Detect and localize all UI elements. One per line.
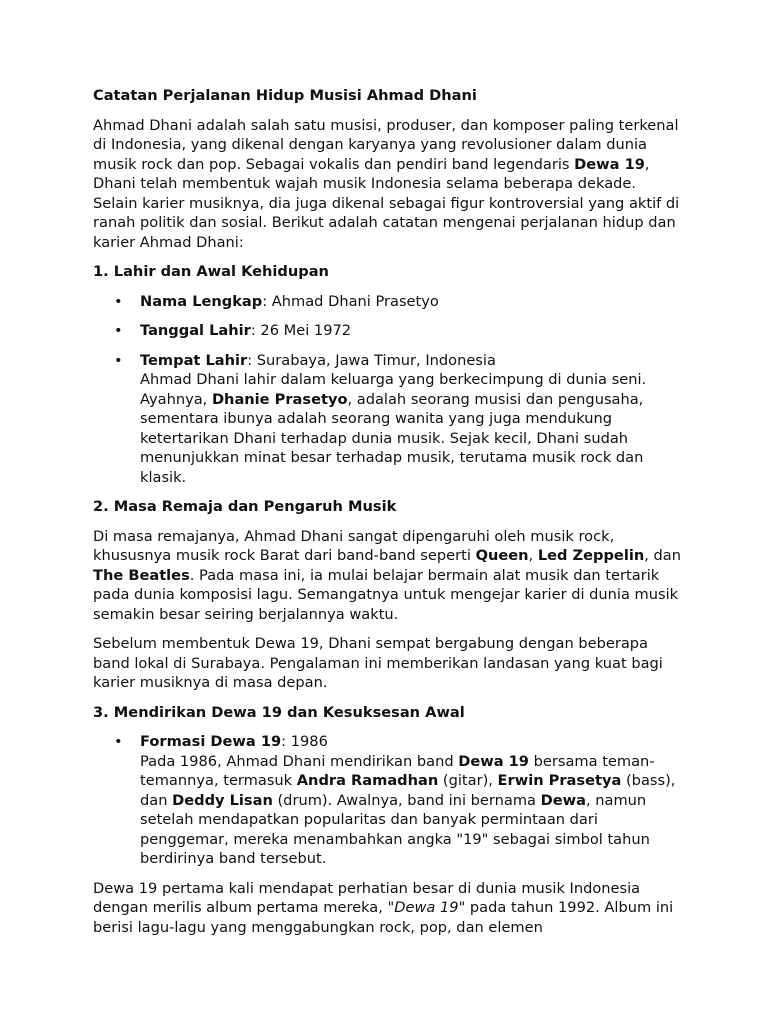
paragraph: Dewa 19 pertama kali mendapat perhatian besar di dunia musik Indonesia dengan merilis album pertama mereka, "Dewa 19" pada tahun 1992. Album ini berisi lagu-lagu yang menggabungkan rock, pop, dan elemen bbox=[93, 879, 674, 936]
bold-text: Led Zeppelin bbox=[537, 547, 645, 564]
bold-text: Dewa bbox=[540, 791, 586, 809]
bold-text: Andra Ramadhan bbox=[296, 772, 439, 789]
bullet-list-1 bbox=[93, 292, 683, 488]
italic-text: Dewa 19 bbox=[394, 899, 459, 916]
bold-text: Deddy Lisan bbox=[172, 791, 273, 809]
item-label: Nama Lengkap bbox=[140, 292, 263, 310]
bullet-list-3 bbox=[93, 732, 683, 869]
item-label: Tanggal Lahir bbox=[140, 322, 251, 339]
bold-text: Erwin Prasetya bbox=[497, 772, 622, 789]
section-heading-2: 2. Masa Remaja dan Pengaruh Musik bbox=[93, 498, 397, 515]
bold-text: Dewa 19 bbox=[574, 155, 645, 173]
document-page bbox=[93, 86, 683, 947]
section-heading-3: 3. Mendirikan Dewa 19 dan Kesuksesan Awal bbox=[93, 703, 465, 721]
item-value: : Surabaya, Jawa Timur, Indonesia bbox=[247, 351, 496, 369]
item-label: Formasi Dewa 19 bbox=[140, 733, 282, 750]
document-title: Catatan Perjalanan Hidup Musisi Ahmad Dhani bbox=[93, 87, 477, 104]
bold-text: Dhanie Prasetyo bbox=[211, 390, 348, 408]
item-value: : Ahmad Dhani Prasetyo bbox=[262, 292, 439, 310]
list-item bbox=[93, 292, 683, 312]
item-description: Pada 1986, Ahmad Dhani mendirikan band Dewa 19 bersama teman-temannya, termasuk Andra Ramadhan (gitar), Erwin Prasetya (bass), dan Deddy Lisan (drum). Awalnya, band ini bernama Dewa, namun setelah mendapatkan popularitas dan banyak permintaan dari penggemar, mereka menambahkan angka "19" sebagai simbol tahun berdirinya band tersebut. bbox=[140, 752, 676, 867]
item-label: Tempat Lahir bbox=[140, 351, 248, 369]
section-heading-1: 1. Lahir dan Awal Kehidupan bbox=[93, 263, 329, 280]
bold-text: The Beatles bbox=[93, 566, 190, 584]
list-item bbox=[93, 732, 683, 869]
item-value: : 26 Mei 1972 bbox=[250, 322, 352, 339]
bold-text: Queen bbox=[475, 547, 529, 564]
item-value: : 1986 bbox=[281, 733, 328, 750]
paragraph: Sebelum membentuk Dewa 19, Dhani sempat bergabung dengan beberapa band lokal di Surabaya. Pengalaman ini memberikan landasan yang kuat bagi karier musiknya di masa depan. bbox=[93, 635, 663, 691]
item-description: Ahmad Dhani lahir dalam keluarga yang berkecimpung di dunia seni. Ayahnya, Dhanie Prasetyo, adalah seorang musisi dan pengusaha, sementara ibunya adalah seorang wanita yang juga mendukung ketertarikan Dhani terhadap dunia musik. Sejak kecil, Dhani sudah menunjukkan minat besar terhadap musik, terutama musik rock dan klasik. bbox=[140, 371, 647, 486]
list-item bbox=[93, 351, 683, 488]
bold-text: Dewa 19 bbox=[458, 752, 529, 770]
intro-paragraph: Ahmad Dhani adalah salah satu musisi, produser, dan komposer paling terkenal di Indonesia, yang dikenal dengan karyanya yang revolusioner dalam dunia musik rock dan pop. Sebagai vokalis dan pendiri band legendaris Dewa 19, Dhani telah membentuk wajah musik Indonesia selama beberapa dekade. Selain karier musiknya, dia juga dikenal sebagai figur kontroversial yang aktif di ranah politik dan sosial. Berikut adalah catatan mengenai perjalanan hidup dan karier Ahmad Dhani: bbox=[93, 116, 680, 251]
list-item bbox=[93, 321, 683, 341]
paragraph: Di masa remajanya, Ahmad Dhani sangat dipengaruhi oleh musik rock, khususnya musik rock Barat dari band-band seperti Queen, Led Zeppelin, dan The Beatles. Pada masa ini, ia mulai belajar bermain alat musik dan tertarik pada dunia komposisi lagu. Semangatnya untuk mengejar karier di dunia musik semakin besar seiring berjalannya waktu. bbox=[93, 527, 681, 623]
